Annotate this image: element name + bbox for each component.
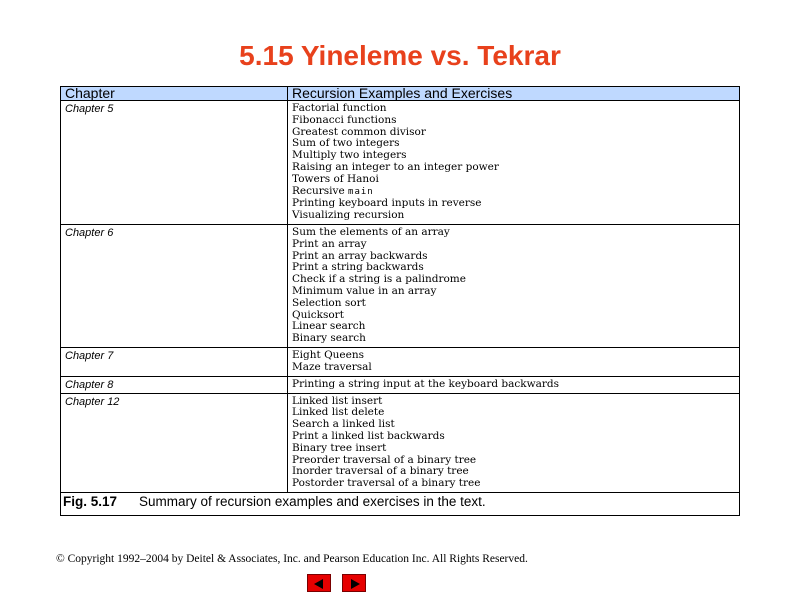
list-item: Linear search [292, 320, 366, 333]
chapter-cell: Chapter 6 [61, 224, 288, 347]
arrow-left-icon [314, 579, 323, 589]
table-row [61, 101, 740, 225]
list-item: Print a string backwards [292, 261, 424, 274]
table-row [61, 347, 740, 376]
figure-label: Fig. 5.17 [63, 493, 118, 509]
chapter-cell: Chapter 12 [61, 393, 288, 492]
table-row [61, 224, 740, 347]
next-slide-button[interactable] [342, 574, 366, 592]
list-item: Postorder traversal of a binary tree [292, 477, 481, 490]
examples-cell [288, 347, 740, 376]
recursive-label: Recursive [292, 184, 345, 197]
list-item: Raising an integer to an integer power [292, 160, 499, 173]
list-item: Sum of two integers [292, 137, 400, 150]
slide-title: 5.15 Yineleme vs. Tekrar [239, 40, 561, 71]
list-item: Print an array backwards [292, 249, 428, 262]
list-item: Selection sort [292, 296, 366, 309]
table-row [61, 393, 740, 492]
list-item: Binary search [292, 332, 366, 345]
examples-cell [288, 376, 740, 393]
list-item: Quicksort [292, 308, 344, 321]
header-chapter: Chapter [61, 87, 288, 101]
list-item: Minimum value in an array [292, 284, 437, 297]
list-item: Maze traversal [292, 360, 372, 373]
list-item: Printing a string input at the keyboard backwards [292, 377, 560, 390]
recursion-table [60, 86, 740, 516]
list-item: Towers of Hanoi [292, 172, 379, 185]
list-item: Printing keyboard inputs in reverse [292, 197, 482, 210]
caption-row [61, 492, 740, 515]
examples-cell [288, 224, 740, 347]
header-examples: Recursion Examples and Exercises [288, 87, 740, 101]
arrow-right-icon [351, 579, 360, 589]
list-item: Fibonacci functions [292, 113, 397, 126]
previous-slide-button[interactable] [307, 574, 331, 592]
list-item: Preorder traversal of a binary tree [292, 453, 477, 466]
main-code: main [348, 186, 374, 197]
table-row [61, 376, 740, 393]
chapter-cell: Chapter 5 [61, 101, 288, 225]
chapter-cell: Chapter 7 [61, 347, 288, 376]
list-item: Check if a string is a palindrome [292, 273, 466, 286]
chapter-cell: Chapter 8 [61, 376, 288, 393]
list-item: Print a linked list backwards [292, 429, 445, 442]
list-item: Inorder traversal of a binary tree [292, 465, 469, 478]
list-item: Binary tree insert [292, 441, 387, 454]
examples-cell [288, 101, 740, 225]
examples-cell [288, 393, 740, 492]
list-item: Factorial function [292, 102, 387, 114]
list-item: Print an array [292, 237, 367, 250]
list-item: Eight Queens [292, 348, 365, 361]
list-item: Linked list delete [292, 406, 385, 419]
table-header-row [61, 87, 740, 101]
figure-caption [61, 492, 740, 515]
list-item: Search a linked list [292, 418, 395, 431]
list-item: Visualizing recursion [292, 209, 405, 222]
copyright-text: © Copyright 1992–2004 by Deitel & Associates, Inc. and Pearson Education Inc. All Rights Reserved. [56, 553, 528, 565]
figure-caption-text: Summary of recursion examples and exercises in the text. [139, 493, 486, 509]
list-item: Greatest common divisor [292, 125, 426, 138]
list-item: Linked list insert [292, 394, 383, 407]
list-item: Multiply two integers [292, 149, 407, 162]
list-item: Sum the elements of an array [292, 225, 450, 238]
